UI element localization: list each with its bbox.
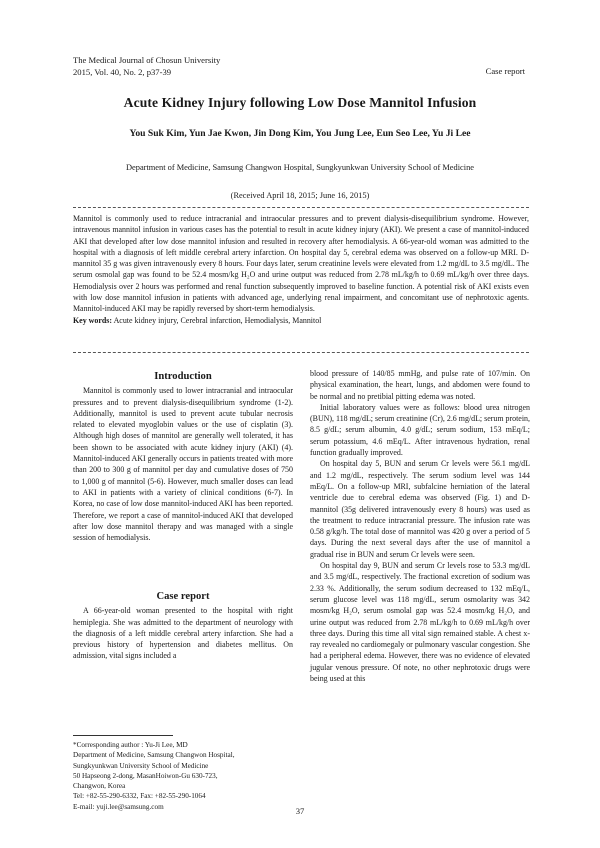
article-title: Acute Kidney Injury following Low Dose Mannitol Infusion (123, 95, 477, 110)
keywords (73, 315, 529, 326)
footnote-department: Department of Medicine, Samsung Changwon Hospital, (73, 751, 235, 760)
journal-name: The Medical Journal of Chosun University (73, 55, 221, 65)
case-report-paragraph-2: Initial laboratory values were as follows: blood urea nitrogen (BUN), 118 mg/dL; serum creatinine (Cr), 2.6 mg/dL; serum protein, 8.5 g/dL; serum albumin, 4.0 g/dL; serum sodium, 153 mEq/L; serum potassium, 4.6 mEq/L. After intravenous hydration, renal function gradually improved. (310, 402, 530, 458)
affiliation: Department of Medicine, Samsung Changwon Hospital, Sungkyunkwan University School of Medicine (126, 163, 474, 172)
received-dates: (Received April 18, 2015; June 16, 2015) (230, 191, 370, 200)
case-report-paragraph-1-continued: blood pressure of 140/85 mmHg, and pulse rate of 107/min. On physical examination, the heart, lungs, and abdomen were found to be normal and no pretibial pitting edema was noted. (310, 369, 530, 401)
abstract-text: Mannitol is commonly used to reduce intracranial and intraocular pressures and to prevent dialysis-disequilibrium syndrome. However, intravenous mannitol infusion in various cases has the potential to result in acute kidney injury (AKI). We present a case of mannitol-induced AKI that developed after low dose mannitol infusion and resulted in recovery after hemodialysis. A 66-year-old woman was admitted to the hospital with a diagnosis of left middle cerebral artery infarction. On hospital day 5, cerebral edema was observed on a follow-up MRI. D-mannitol 35 g was given intravenously every 8 hours. Four days later, serum creatinine levels were elevated from 1.2 mg/dL to 3.5 mg/dL. The serum osmolal gap was found to be 52.4 mosm/kg H₂O and urine output was reduced from 2.78 mL/kg/h to 0.69 mL/kg/h over three days. Hemodialysis over 2 hours was performed and renal function subsequently improved to baseline function. A potential risk of AKI exists even with low dose mannitol infusion in patients with advanced age, underlying renal impairment, and concomitant use of nephrotoxic agents. Mannitol-induced AKI may be rapidly reversed by short-term hemodialysis. (73, 214, 529, 314)
abstract-top-rule (73, 207, 529, 208)
footnote-rule (73, 735, 173, 736)
footnote-phone: Tel: +82-55-290-6332, Fax: +82-55-290-1064 (73, 792, 206, 801)
author-list: You Suk Kim, Yun Jae Kwon, Jin Dong Kim, You Jung Lee, Eun Seo Lee, Yu Ji Lee (129, 128, 471, 139)
footnote-address-1: 50 Hapseong 2-dong, MasanHoiwon-Gu 630-723, (73, 771, 218, 780)
right-column (310, 368, 530, 684)
footnote-school: Sungkyunkwan University School of Medicine (73, 761, 209, 770)
keywords-label: Key words: (73, 315, 113, 325)
article-type: Case report (485, 66, 525, 76)
footnote-address-2: Changwon, Korea (73, 782, 126, 791)
corresponding-author-footnote (73, 740, 293, 812)
page-number: 37 (295, 806, 305, 816)
case-report-paragraph-1: A 66-year-old woman presented to the hospital with right hemiplegia. She was admitted to the department of neurology with the diagnosis of a left middle cerebral artery infarction. She had a previous history of hypertension and diabetes mellitus. On admission, vital signs included a (73, 606, 293, 661)
footnote-email: E-mail: yuji.lee@samsung.com (73, 802, 164, 811)
introduction-heading: Introduction (154, 371, 212, 382)
case-report-paragraph-4: On hospital day 9, BUN and serum Cr levels rose to 53.3 mg/dL and 3.5 mg/dL, respectively. The fractional excretion of sodium was 2.33 %. Additionally, the serum sodium decreased to 132 mEq/L, serum glucose level was 118 mg/dL, serum osmolarity was 342 mosm/kg H₂O, serum osmolal gap was 52.4 mosm/kg H₂O, and urine output was reduced from 2.78 mL/kg/h to 0.69 mL/kg/h over three days. During this time all vital sign remained stable. A chest x-ray revealed no cardiomegaly or pulmonary vascular congestion. She had a peripheral edema. However, there was no evidence of elevated jugular venous pressure. Of note, no other nephrotoxic drugs were being used at this (310, 561, 530, 684)
introduction-section (73, 371, 293, 543)
journal-volume: 2015, Vol. 40, No. 2, p37-39 (73, 66, 172, 77)
keywords-text: Acute kidney injury, Cerebral infarction, Hemodialysis, Mannitol (113, 315, 322, 325)
journal-header (73, 55, 220, 78)
case-report-heading: Case report (156, 591, 210, 602)
case-report-section (73, 591, 293, 662)
case-report-paragraph-3: On hospital day 5, BUN and serum Cr levels were 56.1 mg/dL and 1.2 mg/dL, respectively. The serum sodium level was 144 mEq/L. On a follow-up MRI, subfalcine herniation of the lateral ventricle due to cerebral edema was observed (Fig. 1) and D-mannitol (35g delivered intravenously every 8 hours) was used as the treatment to reduce intracranial pressure. The infusion rate was 0.58 g/kg/h. The total dose of mannitol was 420 g over a period of 5 days. During the next several days after the use of mannitol a gradual rise in BUN and serum Cr levels were seen. (310, 459, 530, 559)
abstract (73, 213, 529, 326)
footnote-corresponding: *Corresponding author : Yu-Ji Lee, MD (73, 741, 188, 749)
abstract-bottom-rule (73, 352, 529, 353)
introduction-paragraph: Mannitol is commonly used to lower intracranial and intraocular pressures and to prevent dialysis-disequilibrium syndrome (1-2). Additionally, mannitol is used to prevent acute tubular necrosis related to elevated myoglobin values or the use of cisplatin (3). Although high doses of mannitol are generally well tolerated, it has been shown to be associated with acute kidney injury (AKI) (4). Mannitol-induced AKI generally occurs in patients treated with more than 200 to 300 g of mannitol per day and cumulative doses of 750 to 1,000 g of mannitol (5-6). However, much smaller doses can lead to AKI in patients with a variety of clinical conditions (6-7). In Korea, no case of low dose mannitol-induced AKI has been reported. Therefore, we report a case of mannitol-induced AKI that developed after low dose mannitol therapy and was managed with a single session of hemodialysis. (73, 386, 293, 543)
